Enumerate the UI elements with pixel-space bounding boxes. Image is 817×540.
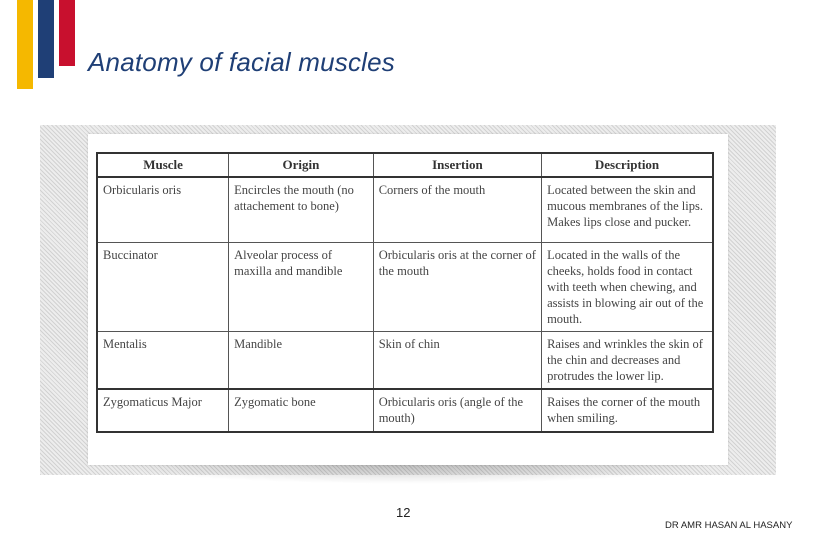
cell-insertion: Skin of chin bbox=[373, 332, 541, 390]
cell-origin: Mandible bbox=[229, 332, 374, 390]
table-row bbox=[97, 243, 713, 332]
cell-insertion: Orbicularis oris at the corner of the mouth bbox=[373, 243, 541, 332]
table-header-row bbox=[97, 153, 713, 177]
table-image-shadow bbox=[100, 462, 720, 484]
header-muscle: Muscle bbox=[97, 153, 229, 177]
header-description: Description bbox=[542, 153, 713, 177]
slide-title: Anatomy of facial muscles bbox=[88, 47, 396, 77]
accent-bar-blue bbox=[38, 0, 54, 78]
cell-description: Located between the skin and mucous membranes of the lips. Makes lips close and pucker. bbox=[542, 177, 713, 243]
cell-muscle: Orbicularis oris bbox=[97, 177, 229, 243]
table-row bbox=[97, 389, 713, 432]
table-row bbox=[97, 177, 713, 243]
page-number: 12 bbox=[396, 505, 411, 520]
cell-origin: Alveolar process of maxilla and mandible bbox=[229, 243, 374, 332]
cell-description: Located in the walls of the cheeks, holds food in contact with teeth when chewing, and assists in blowing air out of the mouth. bbox=[542, 243, 713, 332]
cell-muscle: Buccinator bbox=[97, 243, 229, 332]
cell-insertion: Orbicularis oris (angle of the mouth) bbox=[373, 389, 541, 432]
cell-description: Raises and wrinkles the skin of the chin and decreases and protrudes the lower lip. bbox=[542, 332, 713, 390]
cell-insertion: Corners of the mouth bbox=[373, 177, 541, 243]
table-row bbox=[97, 332, 713, 390]
accent-bar-yellow bbox=[17, 0, 33, 89]
cell-muscle: Zygomaticus Major bbox=[97, 389, 229, 432]
accent-bar-red bbox=[59, 0, 75, 66]
header-origin: Origin bbox=[229, 153, 374, 177]
cell-description: Raises the corner of the mouth when smiling. bbox=[542, 389, 713, 432]
cell-origin: Encircles the mouth (no attachement to bone) bbox=[229, 177, 374, 243]
author-credit: DR AMR HASAN AL HASANY bbox=[665, 520, 793, 531]
cell-muscle: Mentalis bbox=[97, 332, 229, 390]
header-insertion: Insertion bbox=[373, 153, 541, 177]
muscle-table bbox=[96, 152, 714, 433]
cell-origin: Zygomatic bone bbox=[229, 389, 374, 432]
